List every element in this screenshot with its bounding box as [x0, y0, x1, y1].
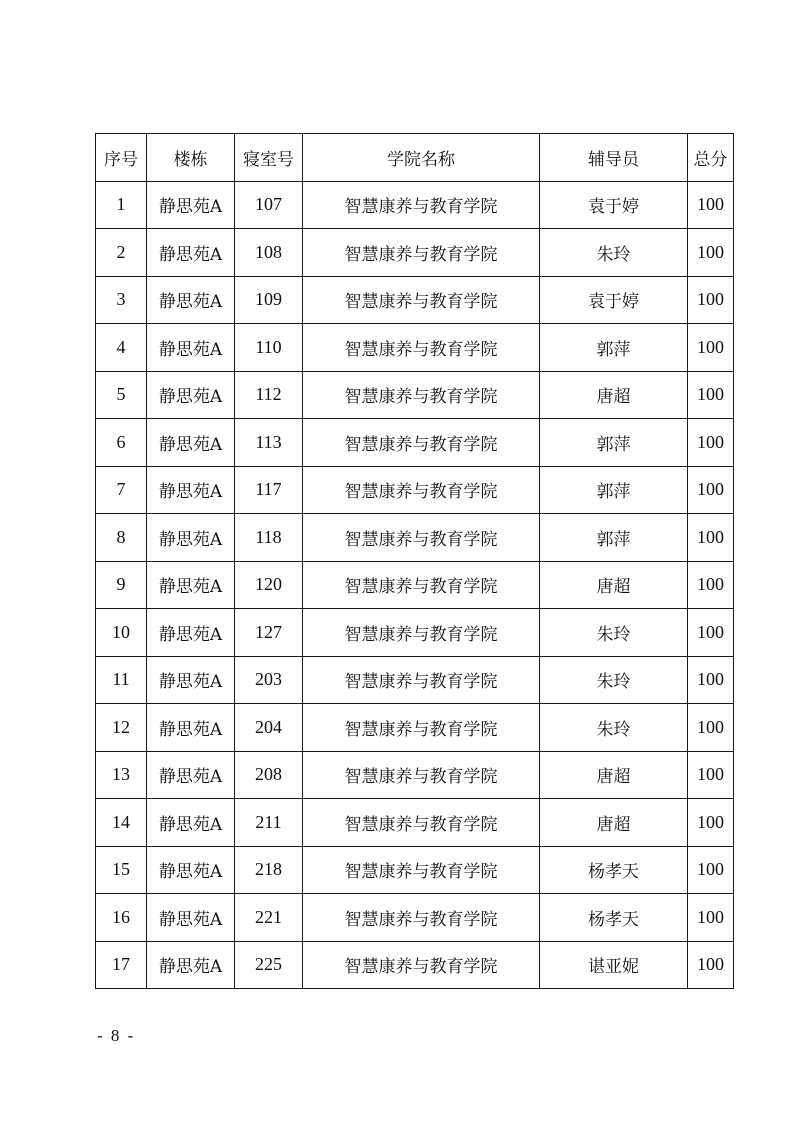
cell-room: 204 [235, 704, 303, 752]
cell-room: 203 [235, 656, 303, 704]
table-row [96, 656, 734, 704]
cell-building: 静思苑A [147, 656, 235, 704]
cell-counselor: 唐超 [540, 751, 688, 799]
cell-building: 静思苑A [147, 229, 235, 277]
cell-room: 120 [235, 561, 303, 609]
cell-room: 221 [235, 894, 303, 942]
cell-room: 110 [235, 324, 303, 372]
cell-counselor: 朱玲 [540, 609, 688, 657]
cell-counselor: 杨孝天 [540, 846, 688, 894]
header-score: 总分 [688, 134, 734, 182]
cell-building: 静思苑A [147, 276, 235, 324]
cell-college: 智慧康养与教育学院 [303, 229, 540, 277]
cell-score: 100 [688, 419, 734, 467]
page-number: - 8 - [97, 1026, 136, 1045]
cell-score: 100 [688, 324, 734, 372]
cell-counselor: 朱玲 [540, 704, 688, 752]
cell-room: 211 [235, 799, 303, 847]
cell-college: 智慧康养与教育学院 [303, 276, 540, 324]
cell-building: 静思苑A [147, 846, 235, 894]
cell-counselor: 郭萍 [540, 419, 688, 467]
cell-building: 静思苑A [147, 751, 235, 799]
cell-score: 100 [688, 846, 734, 894]
cell-college: 智慧康养与教育学院 [303, 561, 540, 609]
cell-college: 智慧康养与教育学院 [303, 751, 540, 799]
cell-college: 智慧康养与教育学院 [303, 894, 540, 942]
table-row [96, 894, 734, 942]
cell-college: 智慧康养与教育学院 [303, 181, 540, 229]
table-row [96, 846, 734, 894]
cell-room: 117 [235, 466, 303, 514]
cell-room: 225 [235, 941, 303, 989]
cell-serial: 11 [96, 656, 147, 704]
table-row [96, 609, 734, 657]
cell-score: 100 [688, 181, 734, 229]
cell-counselor: 朱玲 [540, 229, 688, 277]
table-row [96, 229, 734, 277]
table-row [96, 466, 734, 514]
cell-score: 100 [688, 799, 734, 847]
cell-building: 静思苑A [147, 371, 235, 419]
header-college: 学院名称 [303, 134, 540, 182]
table-row [96, 941, 734, 989]
cell-counselor: 谌亚妮 [540, 941, 688, 989]
cell-score: 100 [688, 656, 734, 704]
cell-counselor: 袁于婷 [540, 276, 688, 324]
cell-serial: 17 [96, 941, 147, 989]
cell-serial: 10 [96, 609, 147, 657]
cell-building: 静思苑A [147, 941, 235, 989]
cell-room: 108 [235, 229, 303, 277]
header-serial: 序号 [96, 134, 147, 182]
cell-counselor: 唐超 [540, 561, 688, 609]
cell-score: 100 [688, 609, 734, 657]
cell-building: 静思苑A [147, 419, 235, 467]
cell-room: 208 [235, 751, 303, 799]
cell-serial: 7 [96, 466, 147, 514]
table-row [96, 371, 734, 419]
table-row [96, 181, 734, 229]
cell-serial: 1 [96, 181, 147, 229]
cell-score: 100 [688, 704, 734, 752]
cell-score: 100 [688, 371, 734, 419]
cell-serial: 6 [96, 419, 147, 467]
cell-college: 智慧康养与教育学院 [303, 324, 540, 372]
table-row [96, 276, 734, 324]
cell-counselor: 唐超 [540, 799, 688, 847]
cell-college: 智慧康养与教育学院 [303, 704, 540, 752]
cell-serial: 3 [96, 276, 147, 324]
cell-building: 静思苑A [147, 894, 235, 942]
cell-serial: 9 [96, 561, 147, 609]
table-row [96, 799, 734, 847]
cell-college: 智慧康养与教育学院 [303, 656, 540, 704]
cell-counselor: 郭萍 [540, 324, 688, 372]
cell-college: 智慧康养与教育学院 [303, 609, 540, 657]
cell-college: 智慧康养与教育学院 [303, 799, 540, 847]
header-room: 寝室号 [235, 134, 303, 182]
cell-serial: 8 [96, 514, 147, 562]
cell-counselor: 郭萍 [540, 514, 688, 562]
cell-building: 静思苑A [147, 561, 235, 609]
table-header-row [96, 134, 734, 182]
cell-building: 静思苑A [147, 799, 235, 847]
cell-counselor: 杨孝天 [540, 894, 688, 942]
cell-college: 智慧康养与教育学院 [303, 419, 540, 467]
table-row [96, 704, 734, 752]
cell-counselor: 郭萍 [540, 466, 688, 514]
header-building: 楼栋 [147, 134, 235, 182]
cell-college: 智慧康养与教育学院 [303, 466, 540, 514]
cell-serial: 2 [96, 229, 147, 277]
cell-score: 100 [688, 561, 734, 609]
cell-score: 100 [688, 229, 734, 277]
cell-serial: 14 [96, 799, 147, 847]
cell-room: 118 [235, 514, 303, 562]
cell-building: 静思苑A [147, 466, 235, 514]
cell-counselor: 唐超 [540, 371, 688, 419]
cell-score: 100 [688, 941, 734, 989]
cell-room: 112 [235, 371, 303, 419]
cell-building: 静思苑A [147, 704, 235, 752]
table-row [96, 419, 734, 467]
cell-college: 智慧康养与教育学院 [303, 846, 540, 894]
dormitory-score-table [95, 133, 734, 989]
cell-college: 智慧康养与教育学院 [303, 371, 540, 419]
cell-building: 静思苑A [147, 514, 235, 562]
cell-room: 109 [235, 276, 303, 324]
table-row [96, 751, 734, 799]
table-row [96, 324, 734, 372]
cell-score: 100 [688, 276, 734, 324]
cell-counselor: 朱玲 [540, 656, 688, 704]
cell-college: 智慧康养与教育学院 [303, 941, 540, 989]
cell-room: 113 [235, 419, 303, 467]
cell-counselor: 袁于婷 [540, 181, 688, 229]
cell-room: 218 [235, 846, 303, 894]
cell-serial: 13 [96, 751, 147, 799]
cell-serial: 4 [96, 324, 147, 372]
table-row [96, 561, 734, 609]
cell-serial: 15 [96, 846, 147, 894]
cell-room: 127 [235, 609, 303, 657]
cell-building: 静思苑A [147, 324, 235, 372]
table-row [96, 514, 734, 562]
header-counselor: 辅导员 [540, 134, 688, 182]
cell-building: 静思苑A [147, 181, 235, 229]
cell-serial: 16 [96, 894, 147, 942]
cell-room: 107 [235, 181, 303, 229]
cell-score: 100 [688, 466, 734, 514]
cell-serial: 5 [96, 371, 147, 419]
cell-score: 100 [688, 514, 734, 562]
cell-score: 100 [688, 751, 734, 799]
cell-college: 智慧康养与教育学院 [303, 514, 540, 562]
table-body [96, 181, 734, 989]
cell-building: 静思苑A [147, 609, 235, 657]
cell-score: 100 [688, 894, 734, 942]
cell-serial: 12 [96, 704, 147, 752]
